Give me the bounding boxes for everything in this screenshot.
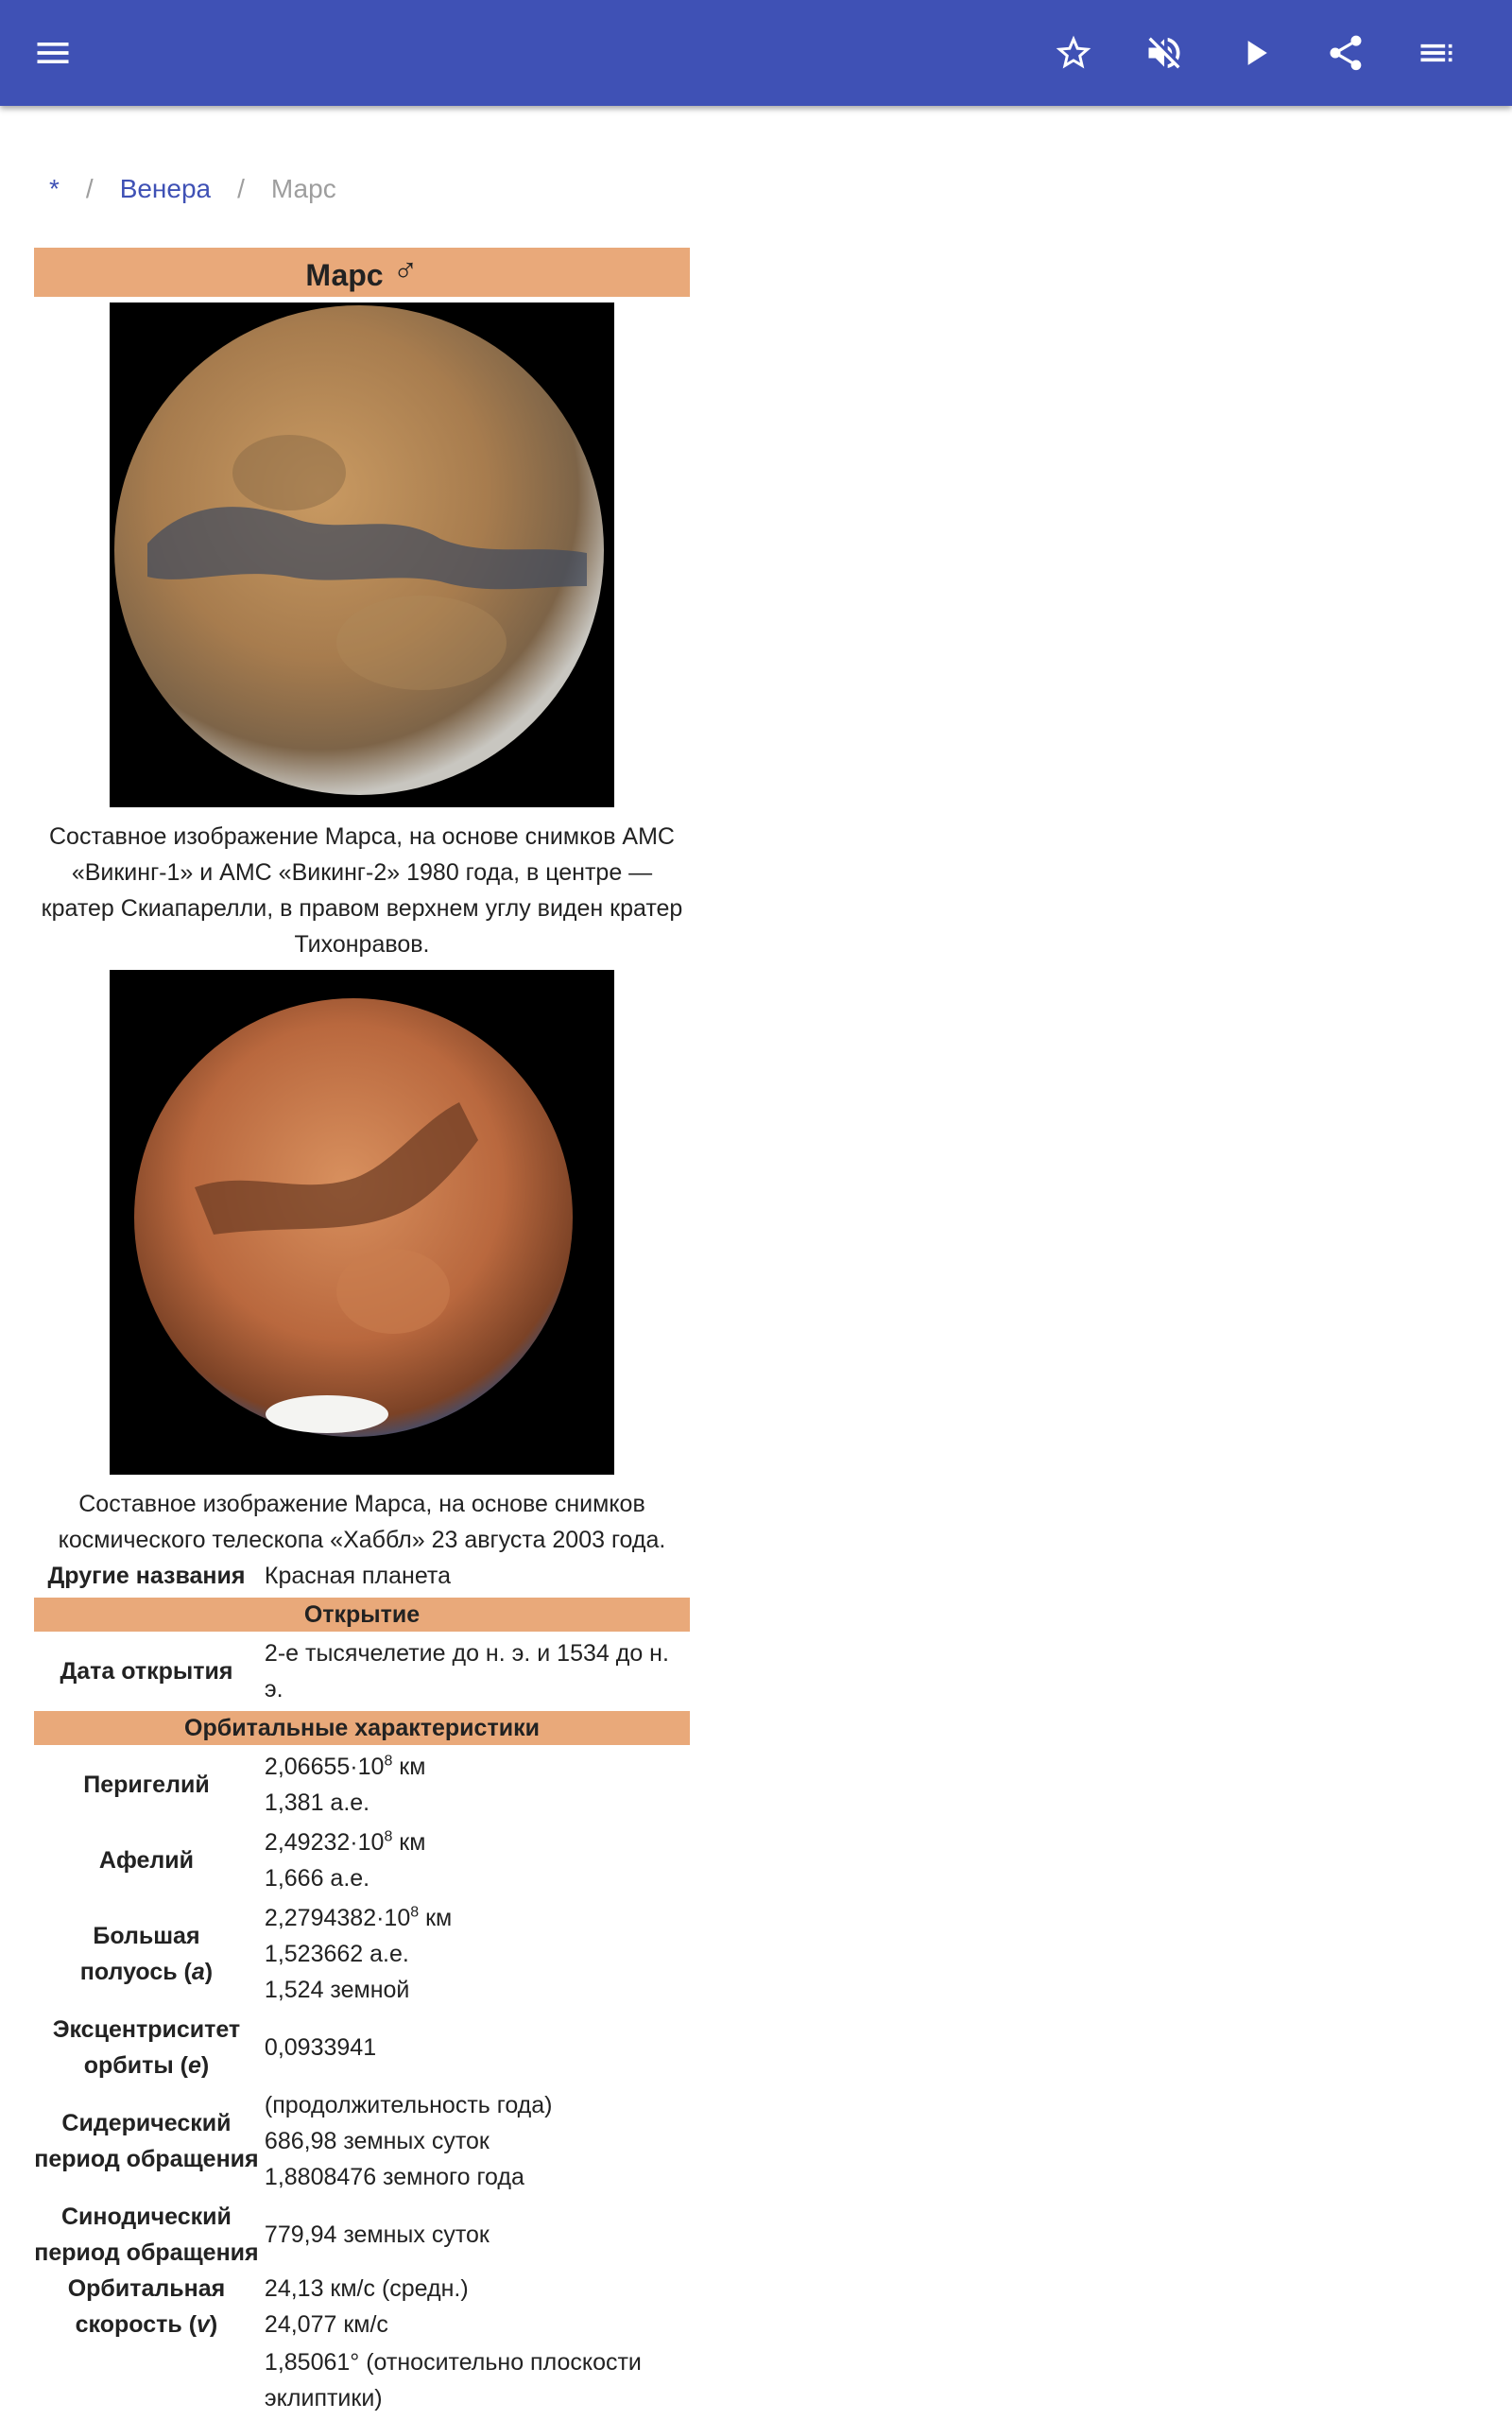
- row-value: Красная планета: [264, 1563, 451, 1589]
- mute-button[interactable]: [1134, 23, 1194, 83]
- infobox-title-bar: [34, 248, 690, 297]
- row-label: Большая полуось (a): [79, 1923, 214, 1985]
- other-names-row: [34, 1558, 690, 1594]
- volume-off-icon: [1143, 32, 1185, 74]
- row-label: [34, 2344, 259, 2416]
- breadcrumb-root[interactable]: *: [49, 174, 60, 203]
- row-value: 779,94 земных суток: [264, 2221, 490, 2248]
- eccentricity-row: [34, 2012, 690, 2083]
- row-value: $2,49232\cdot 10^8$ км 1,666 а.е.: [264, 1828, 426, 1892]
- play-icon: [1234, 32, 1276, 74]
- row-value: (продолжительность года) 686,98 земных суток 1,8808476 земного года: [264, 2092, 553, 2190]
- mars-symbol-icon: ♂: [392, 251, 419, 289]
- menu-button[interactable]: [23, 23, 83, 83]
- discovery-date-row: [34, 1635, 690, 1707]
- row-label: Афелий: [98, 1847, 195, 1874]
- app-toolbar: [0, 0, 1512, 106]
- inclination-row: [34, 2344, 690, 2416]
- breadcrumb-current: Марс: [270, 174, 336, 203]
- table-of-contents-button[interactable]: [1406, 23, 1467, 83]
- row-value: 0,0933941: [264, 2034, 377, 2061]
- image-caption: Составное изображение Марса, на основе снимков АМС «Викинг-1» и АМС «Викинг-2» 1980 года, в центре — кратер Скиапарелли, в правом верхнем углу виден кратер Тихонравов.: [41, 823, 683, 958]
- mars-viking-image[interactable]: [110, 302, 614, 807]
- infobox-title: Марс: [305, 258, 384, 292]
- row-label: Орбитальная скорость (v): [67, 2275, 226, 2338]
- share-button[interactable]: [1315, 23, 1376, 83]
- breadcrumb-separator: /: [85, 174, 94, 203]
- orbital-velocity-row: [34, 2271, 690, 2342]
- aphelion-row: [34, 1824, 690, 1896]
- image-caption: Составное изображение Марса, на основе снимков космического телескопа «Хаббл» 23 августа 2003 года.: [58, 1491, 666, 1553]
- row-value: $2,06655\cdot 10^8$ км 1,381 а.е.: [264, 1753, 426, 1816]
- mars-hubble-image[interactable]: [110, 970, 614, 1475]
- share-icon: [1325, 32, 1366, 74]
- row-value: 1,85061° (относительно плоскости эклиптики): [264, 2349, 642, 2411]
- toc-icon: [1416, 32, 1457, 74]
- row-label: Другие названия: [47, 1563, 246, 1589]
- row-label: Дата открытия: [60, 1658, 233, 1685]
- row-label: Эксцентриситет орбиты (e): [52, 2016, 241, 2079]
- breadcrumb-parent[interactable]: Венера: [119, 174, 212, 203]
- section-header-orbital: Орбитальные характеристики: [34, 1711, 690, 1745]
- infobox: [34, 248, 690, 2416]
- breadcrumb-separator: /: [237, 174, 245, 203]
- section-header-discovery: Открытие: [34, 1598, 690, 1632]
- favorite-button[interactable]: [1043, 23, 1104, 83]
- star-outline-icon: [1053, 32, 1094, 74]
- row-label: Синодический период обращения: [34, 2204, 259, 2266]
- perihelion-row: [34, 1749, 690, 1821]
- menu-icon: [32, 32, 74, 74]
- sidereal-period-row: [34, 2087, 690, 2195]
- breadcrumb: [49, 166, 336, 212]
- row-value: 24,13 км/с (средн.) 24,077 км/с: [264, 2275, 469, 2338]
- row-value: $2,2794382\cdot 10^8$ км 1,523662 а.е. 1,524 земной: [264, 1904, 453, 2003]
- semimajor-axis-row: [34, 1900, 690, 2008]
- synodic-period-row: [34, 2199, 690, 2271]
- row-label: Сидерический период обращения: [34, 2110, 259, 2172]
- row-label: Перигелий: [83, 1772, 210, 1798]
- row-value: 2-е тысячелетие до н. э. и 1534 до н. э.: [264, 1640, 669, 1703]
- play-button[interactable]: [1225, 23, 1285, 83]
